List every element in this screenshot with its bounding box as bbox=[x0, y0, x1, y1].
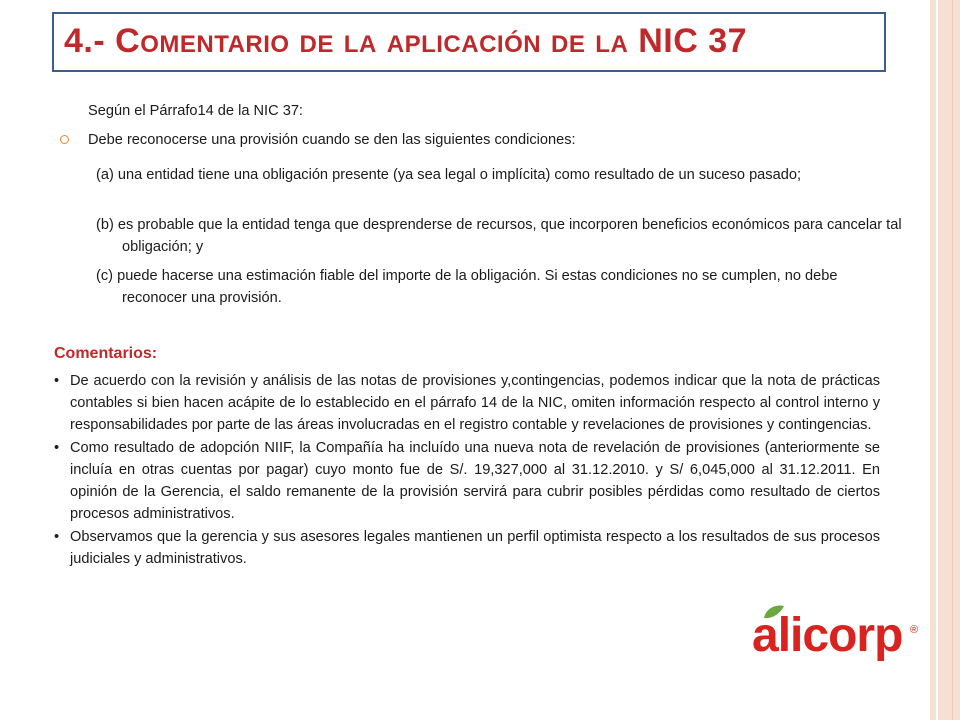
comment-text: De acuerdo con la revisión y análisis de las notas de provisiones y,contingencias, podemos indicar que la nota de prácticas contables si bien hacen acápite de lo establecido en el párrafo 14 de la NIC, omiten información respecto al control interno y responsabilidades por parte de las áreas involucradas en el registro contable y revelaciones de provisiones y contingencias. bbox=[70, 373, 880, 433]
comments-list bbox=[54, 370, 880, 571]
title-number: 4.- bbox=[64, 22, 116, 60]
bullet-dot: • bbox=[54, 440, 60, 456]
comment-item bbox=[54, 526, 880, 570]
logo-wordmark: alicorp bbox=[752, 609, 903, 662]
border-line bbox=[952, 0, 953, 720]
condition-a: (a) una entidad tiene una obligación presente (ya sea legal o implícita) como resultado de un suceso pasado; bbox=[96, 167, 801, 183]
condition-b: (b) es probable que la entidad tenga que desprenderse de recursos, que incorporen beneficios económicos para cancelar tal obligación; y bbox=[96, 217, 902, 255]
bullet-dot: • bbox=[54, 529, 60, 545]
circle-bullet-icon bbox=[60, 135, 69, 144]
border-line bbox=[936, 0, 938, 720]
decorative-right-border bbox=[930, 0, 960, 720]
title-box bbox=[52, 12, 886, 72]
registered-mark: ® bbox=[910, 624, 919, 636]
bullet-text: Debe reconocerse una provisión cuando se den las siguientes condiciones: bbox=[88, 132, 576, 148]
comment-item bbox=[54, 437, 880, 525]
comment-text: Observamos que la gerencia y sus asesores legales mantienen un perfil optimista respecto a los resultados de sus procesos judiciales y administrativos. bbox=[70, 529, 880, 567]
intro-text: Según el Párrafo14 de la NIC 37: bbox=[88, 103, 303, 119]
bullet-dot: • bbox=[54, 373, 60, 389]
condition-c: (c) puede hacerse una estimación fiable del importe de la obligación. Si estas condiciones no se cumplen, no debe reconocer una provisión. bbox=[96, 268, 838, 306]
title-rest: omentario de la aplicación de la bbox=[140, 22, 639, 60]
comments-heading: Comentarios: bbox=[54, 345, 158, 362]
alicorp-logo bbox=[752, 608, 922, 664]
comment-item bbox=[54, 370, 880, 436]
comment-text: Como resultado de adopción NIIF, la Compañía ha incluído una nueva nota de revelación de provisiones (anteriormente se incluía en otras cuentas por pagar) cuyo monto fue de S/. 19,327,000 al 31.12.2010. y S/ 6,045,000 al 31.12.2011. En opinión de la Gerencia, el saldo remanente de la provisión servirá para cubrir posibles pérdidas como resultado de ciertos procesos administrativos. bbox=[70, 440, 880, 522]
title-first-letter: C bbox=[115, 22, 141, 60]
slide-title bbox=[64, 22, 747, 61]
title-tail: NIC 37 bbox=[638, 22, 748, 60]
